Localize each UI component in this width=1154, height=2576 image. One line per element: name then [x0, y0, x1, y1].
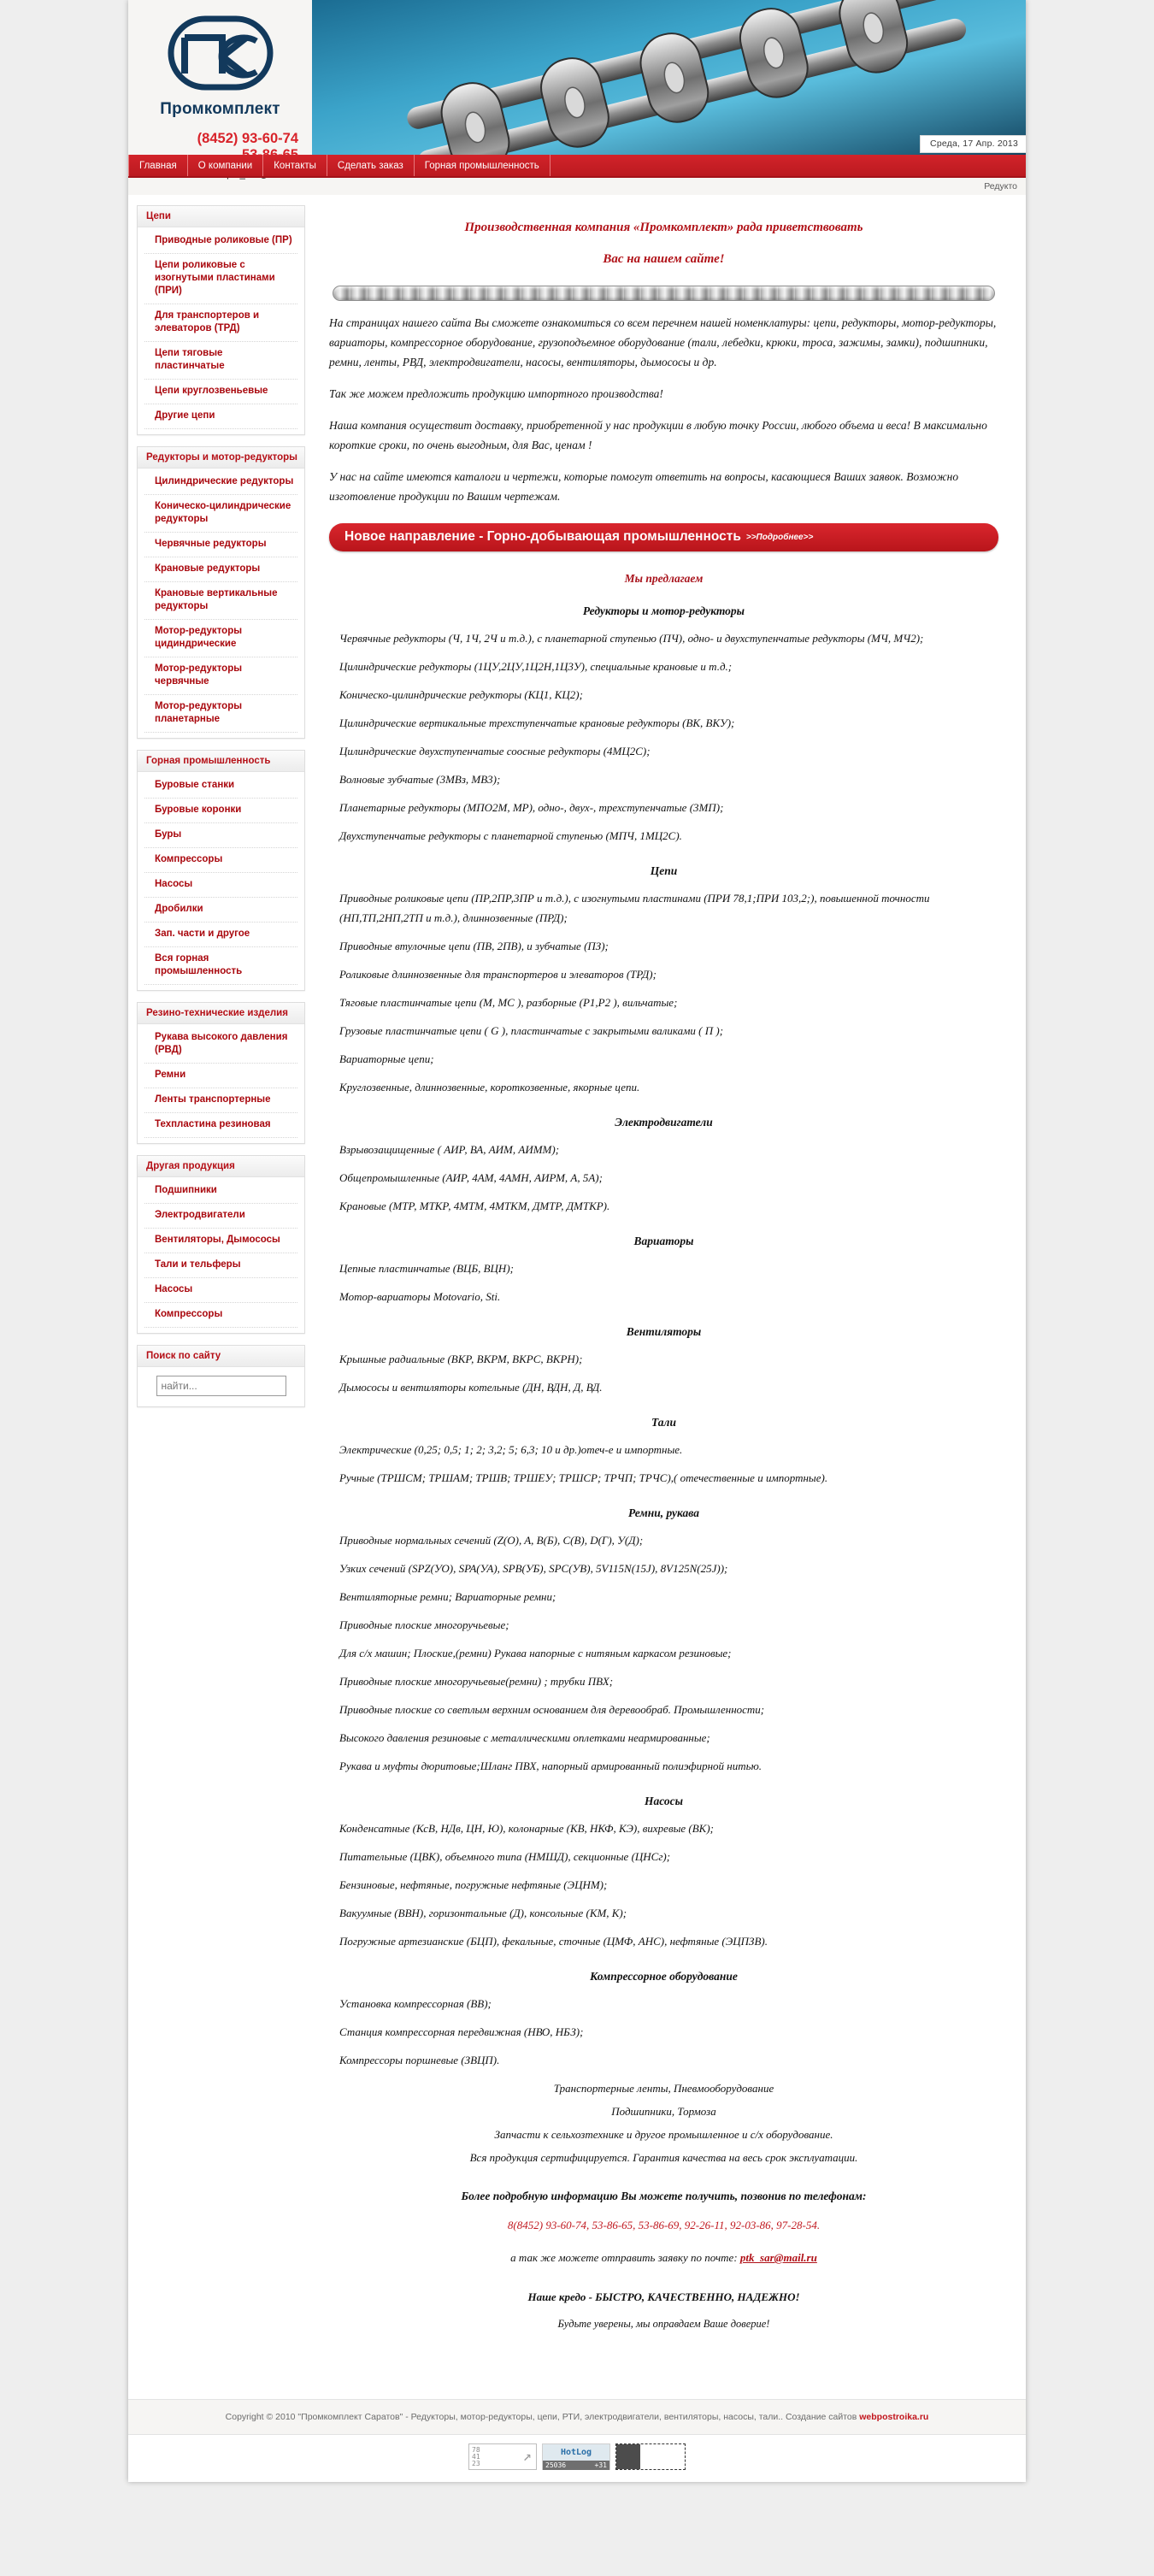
section-item: Вакуумные (ВВН), горизонтальные (Д), консольные (КМ, К);	[339, 1907, 627, 1919]
sidebar-item-bearings[interactable]: Подшипники	[144, 1179, 297, 1204]
section-title-electric-motors: Электродвигатели	[615, 1116, 713, 1129]
sidebar-item-crushers[interactable]: Дробилки	[144, 898, 297, 923]
main-navigation	[128, 155, 1026, 178]
sidebar	[128, 202, 312, 1435]
counters-row	[128, 2434, 1026, 2482]
section-item: Планетарные редукторы (МПО2М, МР), одно-, двух-, трехступенчатые (3МП);	[339, 801, 724, 814]
footer-copyright: Copyright © 2010 "Промкомплект Саратов" - Редукторы, мотор-редукторы, цепи, РТИ, электродвигатели, вентиляторы, насосы, тали.. Создание сайтов	[225, 2412, 860, 2422]
mining-promo-label: Новое направление - Горно-добывающая промышленность	[344, 529, 741, 544]
chain-divider-image	[333, 286, 995, 301]
section-item: Круглозвенные, длиннозвенные, короткозвенные, якорные цепи.	[339, 1081, 640, 1093]
sidebar-item-drilling-rigs[interactable]: Буровые станки	[144, 774, 297, 799]
sidebar-item-round-link-chains[interactable]: Цепи круглозвеньевые	[144, 380, 297, 404]
sidebar-item-motor-reducers-planetary[interactable]: Мотор-редукторы планетарные	[144, 695, 297, 733]
site-shell	[128, 0, 1026, 2482]
section-item: Приводные плоские многоручьевые(ремни) ; трубки ПВХ;	[339, 1675, 614, 1688]
section-item: Крановые (МТР, МТКР, 4МТМ, 4МТКМ, ДМТР, ДМТКР).	[339, 1200, 610, 1212]
section-item: Мотор-вариаторы Motovario, Sti.	[339, 1290, 501, 1303]
section-item: Роликовые длиннозвенные для транспортеров и элеваторов (ТРД);	[339, 968, 656, 981]
sidebar-box-chains	[137, 205, 305, 435]
sidebar-box-body	[138, 772, 304, 990]
mining-promo-more-link[interactable]: >>Подробнее>>	[745, 533, 814, 542]
nav-item-about[interactable]: О компании	[188, 155, 263, 176]
sidebar-box-rubber	[137, 1002, 305, 1144]
section-item: Грузовые пластинчатые цепи ( G ), пластинчатые с закрытыми валиками ( П );	[339, 1024, 724, 1037]
rambler-counter-numbers	[472, 2447, 480, 2467]
section-item: Погружные артезианские (БЦП), фекальные, сточные (ЦМФ, АНС), нефтяные (ЭЦПЗВ).	[339, 1935, 768, 1948]
sidebar-item-crane-vertical-reducers[interactable]: Крановые вертикальные редукторы	[144, 582, 297, 620]
sidebar-item-compressors[interactable]: Компрессоры	[144, 1303, 297, 1328]
sidebar-item-motor-reducers-worm[interactable]: Мотор-редукторы червячные	[144, 657, 297, 695]
search-box-title: Поиск по сайту	[138, 1346, 304, 1367]
sidebar-item-pumps-mining[interactable]: Насосы	[144, 873, 297, 898]
sidebar-item-electric-motors[interactable]: Электродвигатели	[144, 1204, 297, 1229]
section-item: Цилиндрические двухступенчатые соосные редукторы (4МЦ2С);	[339, 745, 651, 757]
sidebar-box-body	[138, 1024, 304, 1143]
credo-line-2: Будьте уверены, мы оправдаем Ваше доверие!	[557, 2318, 770, 2330]
company-logo-icon[interactable]	[156, 12, 286, 94]
contact-mail-line	[324, 2251, 1004, 2265]
sidebar-box-title: Другая продукция	[138, 1156, 304, 1177]
rambler-num-3: 23	[472, 2459, 480, 2467]
section-item: Вентиляторные ремни; Вариаторные ремни;	[339, 1590, 556, 1603]
logo-wordmark: Промкомплект	[160, 100, 280, 118]
arrow-up-right-icon: ↗	[522, 2448, 532, 2465]
credo-line: Наше кредо - БЫСТРО, КАЧЕСТВЕННО, НАДЕЖНО!	[527, 2290, 800, 2303]
section-title-hoists: Тали	[651, 1416, 676, 1429]
section-item: Высокого давления резиновые с металлическими оплетками неармированные;	[339, 1731, 710, 1744]
sidebar-item-compressors-mining[interactable]: Компрессоры	[144, 848, 297, 873]
section-item: Конденсатные (КсВ, НДв, ЦН, Ю), колонарные (КВ, НКФ, КЭ), вихревые (ВК);	[339, 1822, 714, 1835]
sidebar-item-conveyor-chains[interactable]: Для транспортеров и элеваторов (ТРД)	[144, 304, 297, 342]
current-date: Среда, 17 Апр. 2013	[920, 135, 1026, 153]
offer-heading: Мы предлагаем	[624, 572, 704, 585]
header-banner-image	[312, 0, 1026, 164]
section-item: Приводные втулочные цепи (ПВ, 2ПВ), и зубчатые (ПЗ);	[339, 940, 609, 952]
sidebar-box-title: Цепи	[138, 206, 304, 227]
sidebar-box-body	[138, 227, 304, 434]
hotlog-stats	[543, 2461, 609, 2470]
welcome-title-line1: Производственная компания «Промкомплект» рада приветствовать	[464, 221, 863, 234]
nav-item-home[interactable]: Главная	[128, 155, 188, 176]
sidebar-item-conveyor-belts[interactable]: Ленты транспортерные	[144, 1088, 297, 1113]
sidebar-box-other-products	[137, 1155, 305, 1334]
section-item: Бензиновые, нефтяные, погружные нефтяные (ЭЦНМ);	[339, 1878, 608, 1891]
section-item: Ручные (ТРШСМ; ТРШАМ; ТРШВ; ТРШЕУ; ТРШСР; ТРЧП; ТРЧС),( отечественные и импортные).	[339, 1471, 828, 1484]
section-item: Приводные плоские со светлым верхним основанием для деревообраб. Промышленности;	[339, 1703, 765, 1716]
bar-chart-icon	[616, 2444, 640, 2469]
section-item: Двухступенчатые редукторы с планетарной ступенью (МПЧ, 1МЦ2С).	[339, 829, 682, 842]
liveinternet-counter[interactable]	[615, 2443, 686, 2470]
section-item: Компрессоры поршневые (ЗВЦП).	[339, 2054, 500, 2066]
sidebar-item-fans-smoke-exhausters[interactable]: Вентиляторы, Дымососы	[144, 1229, 297, 1253]
site-footer	[128, 2399, 1026, 2434]
section-title-compressors: Компрессорное оборудование	[590, 1970, 738, 1983]
section-item: Приводные нормальных сечений (Z(O), A, B(Б), C(В), D(Г), У(Д);	[339, 1534, 644, 1547]
section-item: Рукава и муфты дюритовые;Шланг ПВХ, напорный армированный полиэфирной нитью.	[339, 1760, 762, 1772]
sidebar-item-bent-plate-chains[interactable]: Цепи роликовые с изогнутыми пластинами (ПРИ)	[144, 254, 297, 304]
section-item: Для с/х машин; Плоские,(ремни) Рукава напорные с нитяным каркасом резиновые;	[339, 1647, 732, 1659]
rambler-num-2: 41	[472, 2452, 480, 2461]
section-item: Червячные редукторы (Ч, 1Ч, 2Ч и т.д.), с планетарной ступенью (ПЧ), одно- и двухступенчатые редукторы (МЧ, МЧ2);	[339, 632, 924, 645]
section-title-pumps: Насосы	[644, 1795, 683, 1807]
sidebar-item-drills[interactable]: Буры	[144, 823, 297, 848]
sidebar-item-crane-reducers[interactable]: Крановые редукторы	[144, 557, 297, 582]
rambler-counter[interactable]	[468, 2443, 537, 2470]
section-item: Станция компрессорная передвижная (НВО, НБЗ);	[339, 2025, 584, 2038]
sidebar-item-cylindrical-reducers[interactable]: Цилиндрические редукторы	[144, 470, 297, 495]
sidebar-item-belts[interactable]: Ремни	[144, 1064, 297, 1088]
sidebar-item-motor-reducers-cylindrical[interactable]: Мотор-редукторы цидиндрические	[144, 620, 297, 657]
more-info-heading: Более подробную информацию Вы можете получить, позвонив по телефонам:	[461, 2190, 867, 2202]
sidebar-box-body	[138, 469, 304, 738]
nav-item-order[interactable]: Сделать заказ	[327, 155, 415, 176]
section-item: Тяговые пластинчатые цепи (М, МС ), разборные (Р1,Р2 ), вильчатые;	[339, 996, 678, 1009]
contact-mail-prefix: а так же можете отправить заявку по почте:	[510, 2251, 738, 2264]
sidebar-item-hoists[interactable]: Тали и тельферы	[144, 1253, 297, 1278]
roller-chain-illustration	[312, 0, 1026, 164]
closing-line-1: Транспортерные ленты, Пневмооборудование	[553, 2082, 774, 2095]
section-item: Взрывозащищенные ( АИР, ВА, АИМ, АИММ);	[339, 1143, 560, 1156]
contact-phones-line: 8(8452) 93-60-74, 53-86-65, 53-86-69, 92-26-11, 92-03-86, 97-28-54.	[507, 2219, 821, 2231]
sidebar-item-roller-chains[interactable]: Приводные роликовые (ПР)	[144, 229, 297, 254]
sidebar-box-body	[138, 1177, 304, 1333]
section-item: Питательные (ЦВК), объемного типа (НМШД), секционные (ЦНСг);	[339, 1850, 671, 1863]
search-input[interactable]	[156, 1376, 286, 1396]
section-title-chains: Цепи	[650, 864, 678, 877]
sidebar-item-worm-reducers[interactable]: Червячные редукторы	[144, 533, 297, 557]
section-item: Крышные радиальные (ВКР, ВКРМ, ВКРС, ВКРН);	[339, 1353, 583, 1365]
sidebar-item-pumps[interactable]: Насосы	[144, 1278, 297, 1303]
section-item: Узких сечений (SPZ(УО), SPA(УА), SPB(УБ), SPC(УВ), 5V115N(15J), 8V125N(25J));	[339, 1562, 728, 1575]
sidebar-box-title: Редукторы и мотор-редукторы	[138, 447, 304, 469]
mining-promo-banner[interactable]	[329, 523, 998, 551]
intro-paragraph-4: У нас на сайте имеются каталоги и чертежи, которые помогут ответить на вопросы, касающиеся Ваших заявок. Возможно изготовление продукции по Вашим чертежам.	[329, 470, 959, 503]
section-item: Электрические (0,25; 0,5; 1; 2; 3,2; 5; 6,3; 10 и др.)отеч-е и импортные.	[339, 1443, 683, 1456]
welcome-title-line2: Вас на нашем сайте!	[603, 252, 725, 266]
body-wrapper	[128, 195, 1026, 2399]
sidebar-item-spare-parts[interactable]: Зап. части и другое	[144, 923, 297, 947]
site-header	[128, 0, 1026, 195]
sidebar-item-drill-bits[interactable]: Буровые коронки	[144, 799, 297, 823]
main-content	[312, 202, 1026, 2399]
sidebar-box-title: Горная промышленность	[138, 751, 304, 772]
section-item: Вариаторные цепи;	[339, 1052, 434, 1065]
intro-paragraph-2: Так же можем предложить продукцию импортного производства!	[329, 387, 663, 400]
phone-primary: (8452) 93-60-74	[197, 131, 298, 146]
intro-paragraph-1: На страницах нашего сайта Вы сможете ознакомиться со всем перечнем нашей номенклатуры: цепи, редукторы, мотор-редукторы, вариаторы, компрессорное оборудование, грузоподъемное оборудование (тали, лебедки, крюки, троса, зажимы, замки), подшипники, ремни, ленты, РВД, электродвигатели, насосы, вентиляторы, дымососы и др.	[329, 316, 997, 368]
search-box-body	[138, 1367, 304, 1406]
section-title-belts-hoses: Ремни, рукава	[628, 1506, 699, 1519]
hotlog-today: +31	[594, 2461, 607, 2469]
footer-studio-link[interactable]: webpostroika.ru	[859, 2412, 929, 2422]
nav-item-contacts[interactable]: Контакты	[263, 155, 327, 176]
breadcrumb: Редукто	[128, 178, 1026, 195]
section-item: Волновые зубчатые (3МВз, МВ3);	[339, 773, 501, 786]
rambler-num-1: 78	[472, 2445, 480, 2454]
intro-paragraph-3: Наша компания осуществит доставку, приобретенной у нас продукции в любую точку России, любого объема и веса! В максимально короткие сроки, по очень выгодным, для Вас, ценам !	[329, 419, 987, 451]
section-item: Приводные роликовые цепи (ПР,2ПР,3ПР и т.д.), с изогнутыми пластинами (ПРИ 78,1;ПРИ 103,2;), повышенной точности (НП,ТП,2НП,2ТП и т.д.), длиннозвенные (ПРД);	[339, 892, 930, 924]
section-item: Коническо-цилиндрические редукторы (КЦ1, КЦ2);	[339, 688, 583, 701]
closing-line-4: Вся продукция сертифицируется. Гарантия качества на весь срок эксплуатации.	[469, 2151, 858, 2164]
section-item: Дымососы и вентиляторы котельные (ДН, ВДН, Д, ВД.	[339, 1381, 603, 1394]
sidebar-box-search	[137, 1345, 305, 1407]
section-title-reducers: Редукторы и мотор-редукторы	[582, 604, 745, 617]
section-item: Цилиндрические вертикальные трехступенчатые крановые редукторы (ВК, ВКУ);	[339, 716, 735, 729]
closing-line-2: Подшипники, Тормоза	[611, 2105, 716, 2118]
section-item: Приводные плоские многоручьевые;	[339, 1618, 509, 1631]
hotlog-label: HotLog	[543, 2444, 609, 2461]
contact-mail-link[interactable]: ptk_sar@mail.ru	[739, 2251, 817, 2264]
nav-item-mining[interactable]: Горная промышленность	[415, 155, 551, 176]
section-title-variators: Вариаторы	[633, 1235, 694, 1247]
section-item: Цепные пластинчатые (ВЦБ, ВЦН);	[339, 1262, 514, 1275]
sidebar-box-mining	[137, 750, 305, 991]
section-item: Установка компрессорная (ВВ);	[339, 1997, 492, 2010]
section-title-fans: Вентиляторы	[626, 1325, 702, 1338]
hotlog-counter[interactable]	[542, 2443, 610, 2470]
sidebar-item-other-chains[interactable]: Другие цепи	[144, 404, 297, 429]
section-item: Цилиндрические редукторы (1ЦУ,2ЦУ,1Ц2Н,1Ц3У), специальные крановые и т.д.;	[339, 660, 733, 673]
sidebar-item-traction-plate-chains[interactable]: Цепи тяговые пластинчатые	[144, 342, 297, 380]
sidebar-box-reducers	[137, 446, 305, 739]
sidebar-item-high-pressure-hoses[interactable]: Рукава высокого давления (РВД)	[144, 1026, 297, 1064]
sidebar-item-bevel-cylindrical-reducers[interactable]: Коническо-цилиндрические редукторы	[144, 495, 297, 533]
sidebar-item-rubber-sheet[interactable]: Техпластина резиновая	[144, 1113, 297, 1138]
liveinternet-panel	[640, 2444, 685, 2469]
hotlog-visits: 25036	[545, 2461, 567, 2469]
sidebar-box-title: Резино-технические изделия	[138, 1003, 304, 1024]
section-item: Общепромышленные (АИР, 4АМ, 4АМН, АИРМ, А, 5А);	[339, 1171, 603, 1184]
sidebar-item-all-mining[interactable]: Вся горная промышленность	[144, 947, 297, 985]
closing-line-3: Запчасти к сельхозтехнике и другое промышленное и с/х оборудование.	[494, 2128, 833, 2141]
